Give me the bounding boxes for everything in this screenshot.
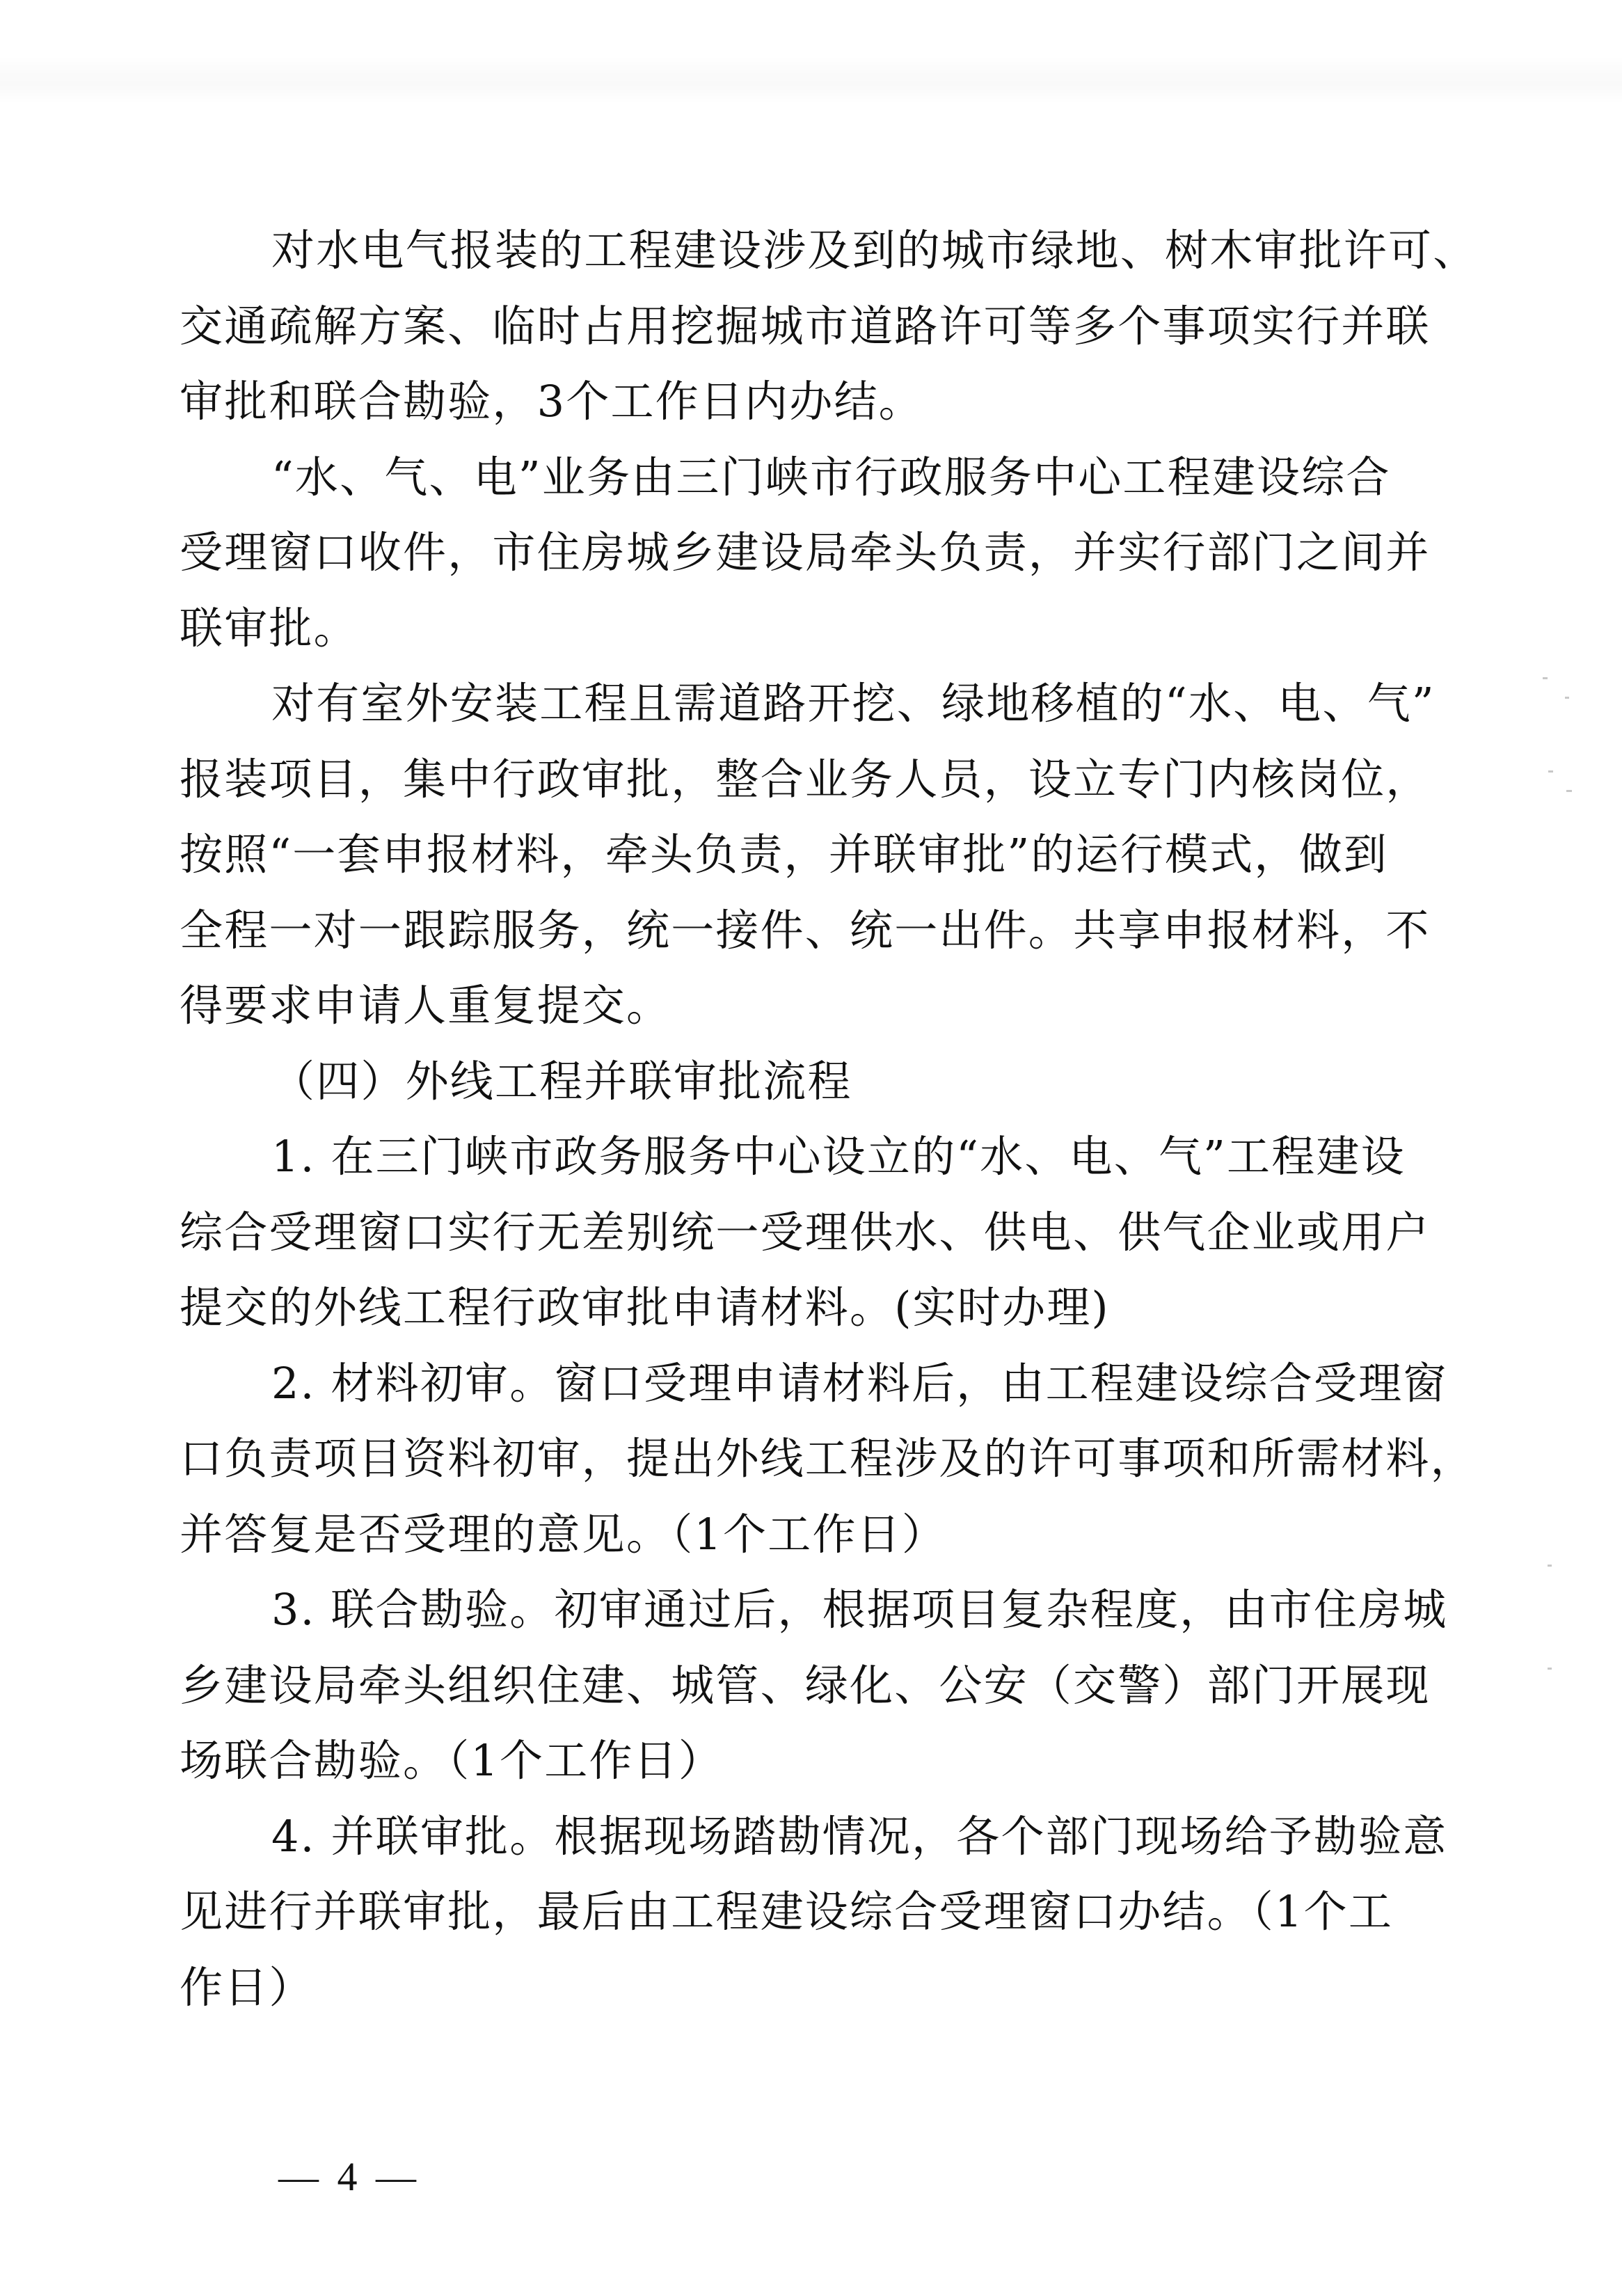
text-line: 并答复是否受理的意见。（1个工作日） <box>180 1508 947 1560</box>
scan-speck <box>1548 770 1553 773</box>
text-line: 按照“一套申报材料，牵头负责，并联审批”的运行模式，做到 <box>180 829 1388 880</box>
text-line: 3. 联合勘验。初审通过后，根据项目复杂程度，由市住房城 <box>271 1584 1448 1635</box>
scan-speck <box>1565 697 1569 699</box>
text-line: 4. 并联审批。根据现场踏勘情况，各个部门现场给予勘验意 <box>271 1810 1448 1862</box>
page-number: — 4 — <box>278 2154 420 2199</box>
text-line: 乡建设局牵头组织住建、城管、绿化、公安（交警）部门开展现 <box>180 1659 1431 1711</box>
scan-speck <box>1543 677 1548 679</box>
text-line: 对水电气报装的工程建设涉及到的城市绿地、树木审批许可、 <box>271 225 1478 276</box>
text-line: 审批和联合勘验，3个工作日内办结。 <box>180 376 923 427</box>
text-line: 见进行并联审批，最后由工程建设综合受理窗口办结。（1个工 <box>180 1886 1394 1937</box>
document-body <box>180 213 1478 2025</box>
paragraph-outdoor-installation <box>180 666 1463 1044</box>
text-line: “水、气、电”业务由三门峡市行政服务中心工程建设综合 <box>271 451 1391 502</box>
text-line: 场联合勘验。（1个工作日） <box>180 1735 724 1786</box>
step-4-parallel-approval <box>180 1799 1463 2026</box>
paragraph-water-electric-gas-permits <box>180 213 1478 440</box>
text-line: 对有室外安装工程且需道路开挖、绿地移植的“水、电、气” <box>271 678 1436 729</box>
scan-speck <box>1548 1565 1552 1567</box>
text-line: 提交的外线工程行政审批申请材料。(实时办理) <box>180 1282 1110 1333</box>
section-heading: （四）外线工程并联审批流程 <box>271 1055 852 1107</box>
step-3-joint-inspection <box>180 1572 1463 1799</box>
text-line: 联审批。 <box>180 602 358 654</box>
text-line: 报装项目，集中行政审批，整合业务人员，设立专门内核岗位， <box>180 753 1431 805</box>
scan-speck <box>1548 1668 1552 1670</box>
text-line: 1. 在三门峡市政务服务中心设立的“水、电、气”工程建设 <box>271 1131 1406 1182</box>
text-line: 受理窗口收件，市住房城乡建设局牵头负责，并实行部门之间并 <box>180 527 1431 578</box>
text-line: 综合受理窗口实行无差别统一受理供水、供电、供气企业或用户 <box>180 1206 1431 1258</box>
paragraph-service-center-intake <box>180 440 1463 667</box>
text-line: 得要求申请人重复提交。 <box>180 980 671 1031</box>
scan-artifact-band <box>0 56 1622 104</box>
text-line: 口负责项目资料初审，提出外线工程涉及的许可事项和所需材料， <box>180 1433 1475 1484</box>
text-line: 2. 材料初审。窗口受理申请材料后，由工程建设综合受理窗 <box>271 1357 1448 1409</box>
step-2-preliminary-review <box>180 1346 1475 1573</box>
text-line: 交通疏解方案、临时占用挖掘城市道路许可等多个事项实行并联 <box>180 300 1431 351</box>
step-1-unified-acceptance <box>180 1119 1463 1346</box>
text-line: 作日） <box>180 1961 314 2013</box>
text-line: 全程一对一跟踪服务，统一接件、统一出件。共享申报材料，不 <box>180 904 1431 956</box>
scan-speck <box>1566 790 1572 792</box>
